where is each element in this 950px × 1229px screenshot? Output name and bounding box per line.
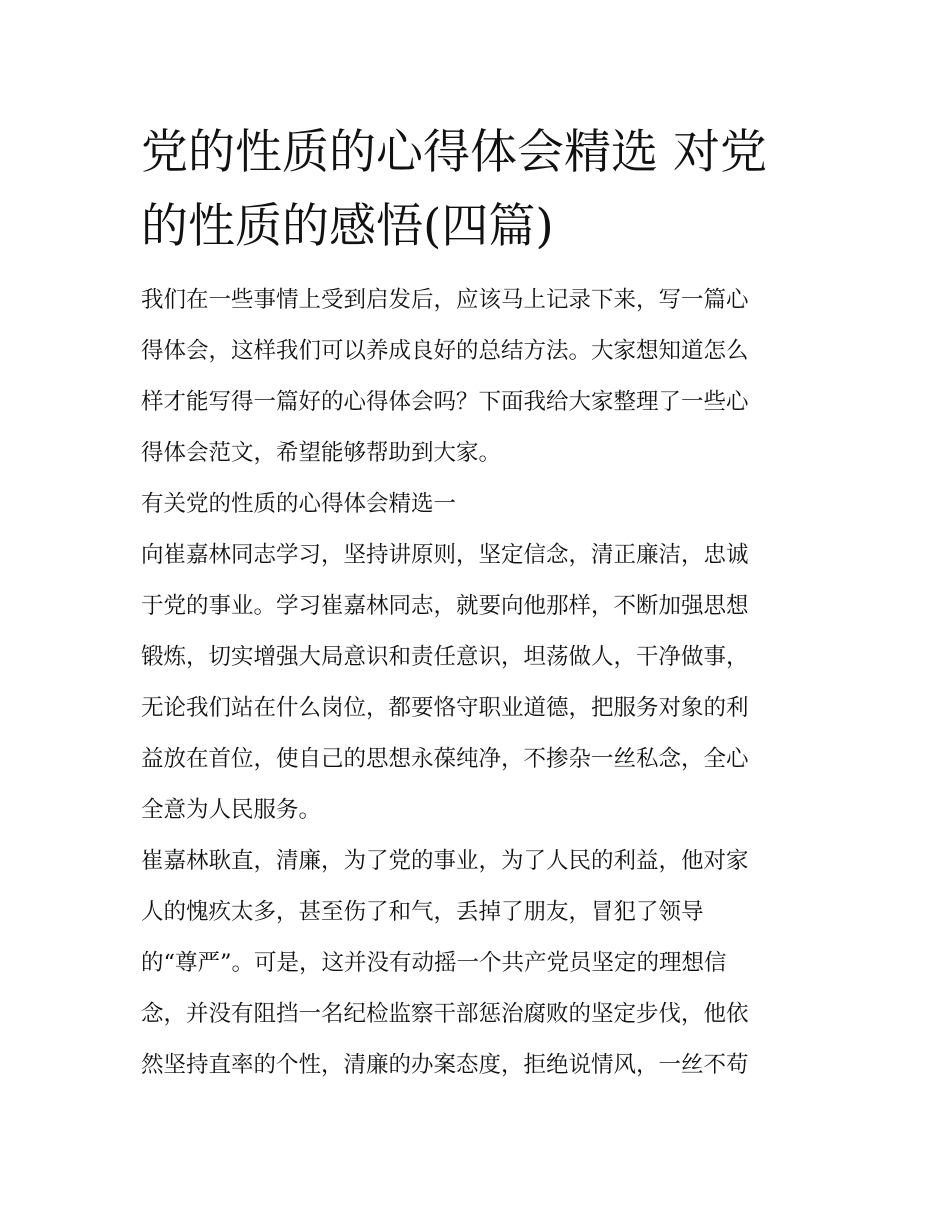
paragraph-1 <box>141 530 821 836</box>
text-line: 崔嘉林耿直，清廉，为了党的事业，为了人民的利益，他对家 <box>141 848 749 874</box>
paragraph-2 <box>141 836 821 1091</box>
text-line: 的“尊严”。可是，这并没有动摇一个共产党员坚定的理想信 <box>141 950 727 976</box>
text-line: 样才能写得一篇好的心得体会吗？下面我给大家整理了一些心 <box>141 389 749 415</box>
text-line: 锻炼，切实增强大局意识和责任意识，坦荡做人，干净做事， <box>141 644 749 670</box>
text-line: 无论我们站在什么岗位，都要恪守职业道德，把服务对象的利 <box>141 695 749 721</box>
text-line: 益放在首位，使自己的思想永葆纯净，不掺杂一丝私念，全心 <box>141 746 749 772</box>
text-line: 向崔嘉林同志学习，坚持讲原则，坚定信念，清正廉洁，忠诚 <box>141 542 749 568</box>
text-line: 我们在一些事情上受到启发后，应该马上记录下来，写一篇心 <box>141 287 749 313</box>
title-line: 党的性质的心得体会精选 对党 <box>141 125 767 180</box>
text-line: 念，并没有阻挡一名纪检监察干部惩治腐败的坚定步伐，他依 <box>141 1001 749 1027</box>
text-line: 人的愧疚太多，甚至伤了和气，丢掉了朋友，冒犯了领导 <box>141 899 704 925</box>
intro-paragraph <box>141 275 821 479</box>
text-line: 得体会范文，希望能够帮助到大家。 <box>141 440 502 466</box>
title-line: 的性质的感悟(四篇) <box>141 199 554 254</box>
text-line: 得体会，这样我们可以养成良好的总结方法。大家想知道怎么 <box>141 338 749 364</box>
text-line: 然坚持直率的个性，清廉的办案态度，拒绝说情风，一丝不苟 <box>141 1052 749 1078</box>
text-line: 于党的事业。学习崔嘉林同志，就要向他那样，不断加强思想 <box>141 593 749 619</box>
section-heading-text: 有关党的性质的心得体会精选一 <box>141 491 457 517</box>
section-heading <box>141 479 821 530</box>
page-title <box>141 116 821 264</box>
text-line: 全意为人民服务。 <box>141 797 322 823</box>
